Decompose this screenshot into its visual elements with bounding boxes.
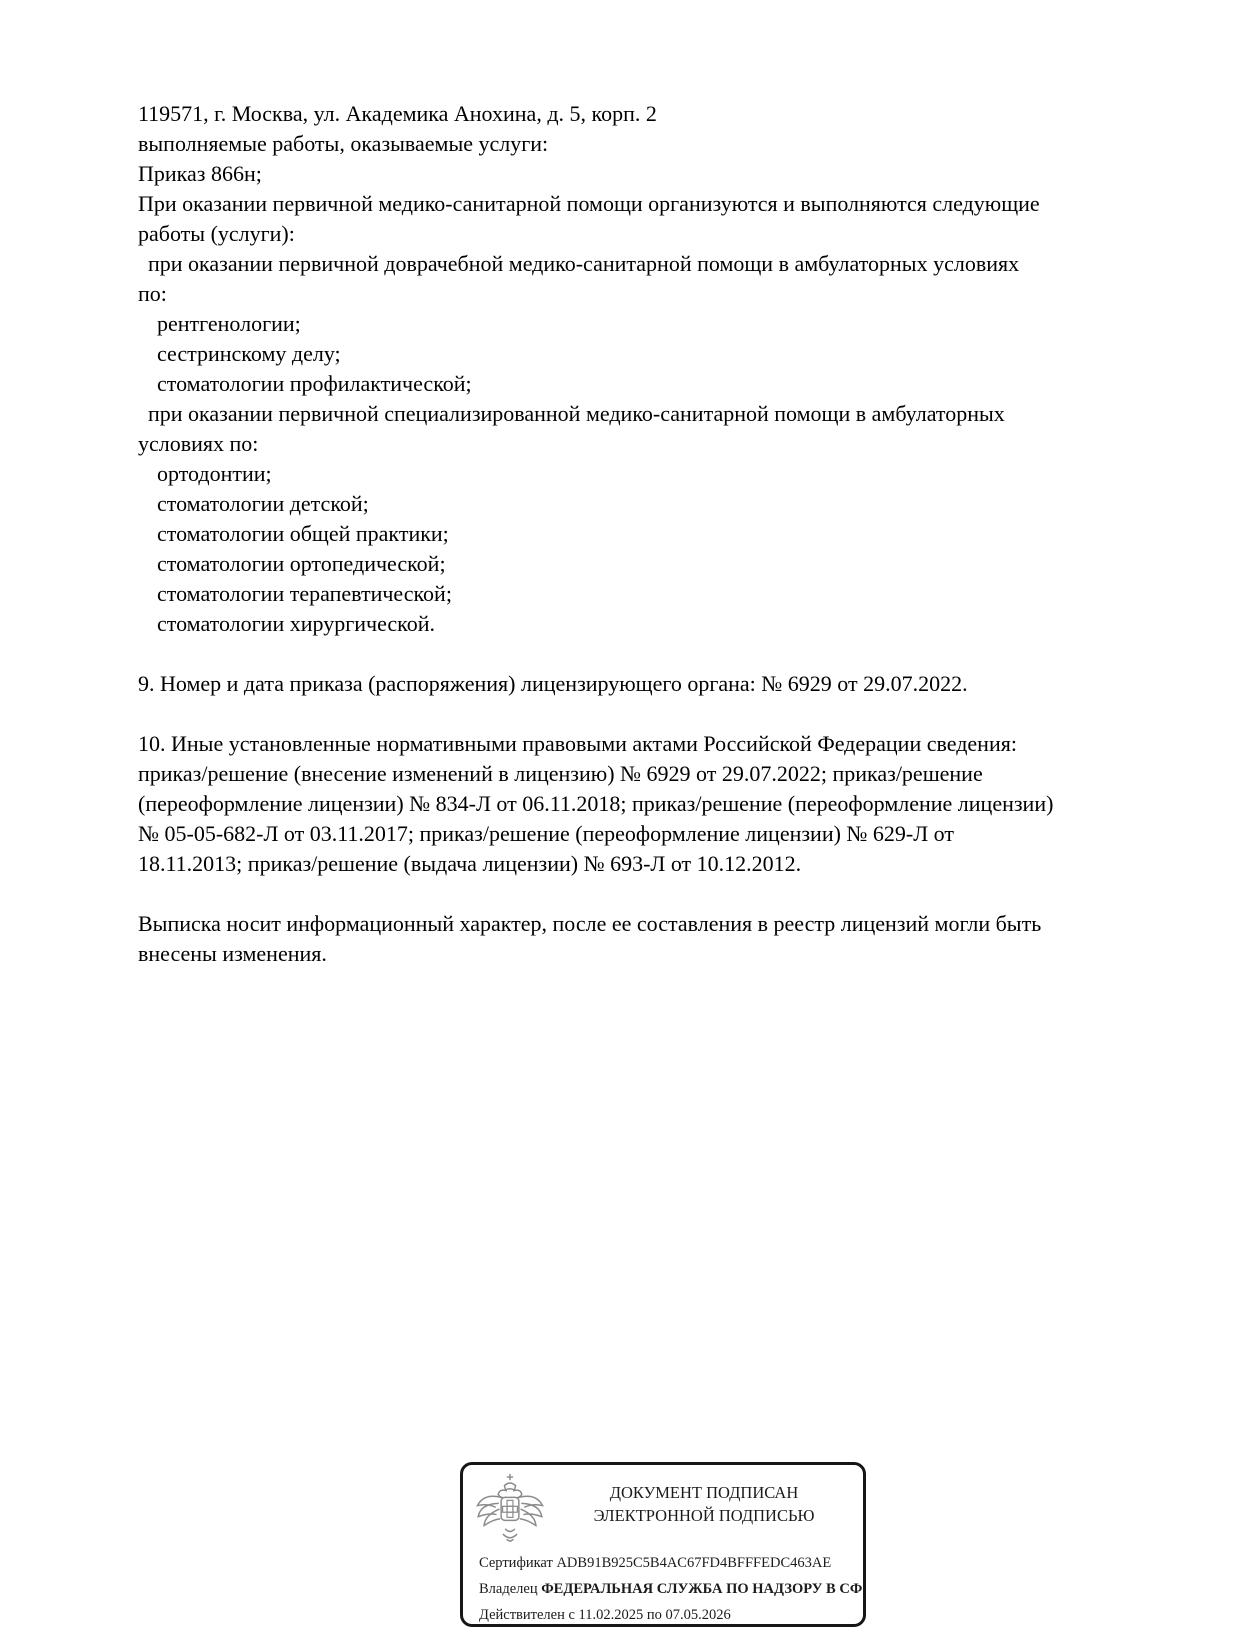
- document-line: при оказании первичной доврачебной медико-санитарной помощи в амбулаторных условиях: [148, 251, 1020, 276]
- stamp-title-line1: ДОКУМЕНТ ПОДПИСАН: [609, 1483, 799, 1502]
- document-line: по:: [138, 281, 167, 306]
- owner-value: ФЕДЕРАЛЬНАЯ СЛУЖБА ПО НАДЗОРУ В СФ: [541, 1581, 863, 1597]
- owner-line: [479, 1576, 863, 1602]
- document-line: [138, 879, 1178, 909]
- document-line: стоматологии детской;: [157, 491, 369, 516]
- document-line: внесены изменения.: [138, 941, 327, 966]
- certificate-label: Сертификат: [479, 1555, 553, 1571]
- document-line: 119571, г. Москва, ул. Академика Анохина, д. 5, корп. 2: [138, 101, 657, 126]
- document-line: стоматологии хирургической.: [157, 611, 435, 636]
- document-line: сестринскому делу;: [157, 341, 341, 366]
- document-line: При оказании первичной медико-санитарной помощи организуются и выполняются следующие: [138, 191, 1040, 216]
- document-line: приказ/решение (внесение изменений в лицензию) № 6929 от 29.07.2022; приказ/решение: [138, 761, 983, 786]
- document-line: (переоформление лицензии) № 834-Л от 06.11.2018; приказ/решение (переоформление лицензии): [138, 791, 1054, 816]
- signature-stamp: [460, 1462, 866, 1627]
- document-body: [138, 99, 1178, 969]
- document-line: стоматологии общей практики;: [157, 521, 449, 546]
- document-line: выполняемые работы, оказываемые услуги:: [138, 131, 549, 156]
- document-line: стоматологии профилактической;: [157, 371, 472, 396]
- document-line: условиях по:: [138, 431, 259, 456]
- document-line: 9. Номер и дата приказа (распоряжения) лицензирующего органа: № 6929 от 29.07.2022.: [138, 671, 968, 696]
- document-line: 10. Иные установленные нормативными правовыми актами Российской Федерации сведения:: [138, 731, 1017, 756]
- document-line: [138, 639, 1178, 669]
- document-line: работы (услуги):: [138, 221, 295, 246]
- certificate-line: [479, 1550, 863, 1576]
- document-line: ортодонтии;: [157, 461, 272, 486]
- validity-line: Действителен с 11.02.2025 по 07.05.2026: [479, 1607, 731, 1623]
- document-line: № 05-05-682-Л от 03.11.2017; приказ/решение (переоформление лицензии) № 629-Л от: [138, 821, 954, 846]
- owner-label: Владелец: [479, 1581, 538, 1597]
- document-line: стоматологии терапевтической;: [157, 581, 452, 606]
- stamp-details: [479, 1550, 863, 1627]
- roszdravnadzor-emblem-icon: [473, 1473, 547, 1547]
- certificate-value: ADB91B925C5B4AC67FD4BFFFEDC463AE: [556, 1555, 832, 1571]
- document-line: рентгенологии;: [157, 311, 301, 336]
- stamp-title: [553, 1481, 855, 1527]
- document-line: Выписка носит информационный характер, после ее составления в реестр лицензий могли быть: [138, 911, 1042, 936]
- document-line: 18.11.2013; приказ/решение (выдача лицензии) № 693-Л от 10.12.2012.: [138, 851, 802, 876]
- document-line: Приказ 866н;: [138, 161, 262, 186]
- document-line: [138, 699, 1178, 729]
- document-line: стоматологии ортопедической;: [157, 551, 446, 576]
- document-line: при оказании первичной специализированной медико-санитарной помощи в амбулаторных: [148, 401, 1005, 426]
- stamp-title-line2: ЭЛЕКТРОННОЙ ПОДПИСЬЮ: [593, 1506, 815, 1525]
